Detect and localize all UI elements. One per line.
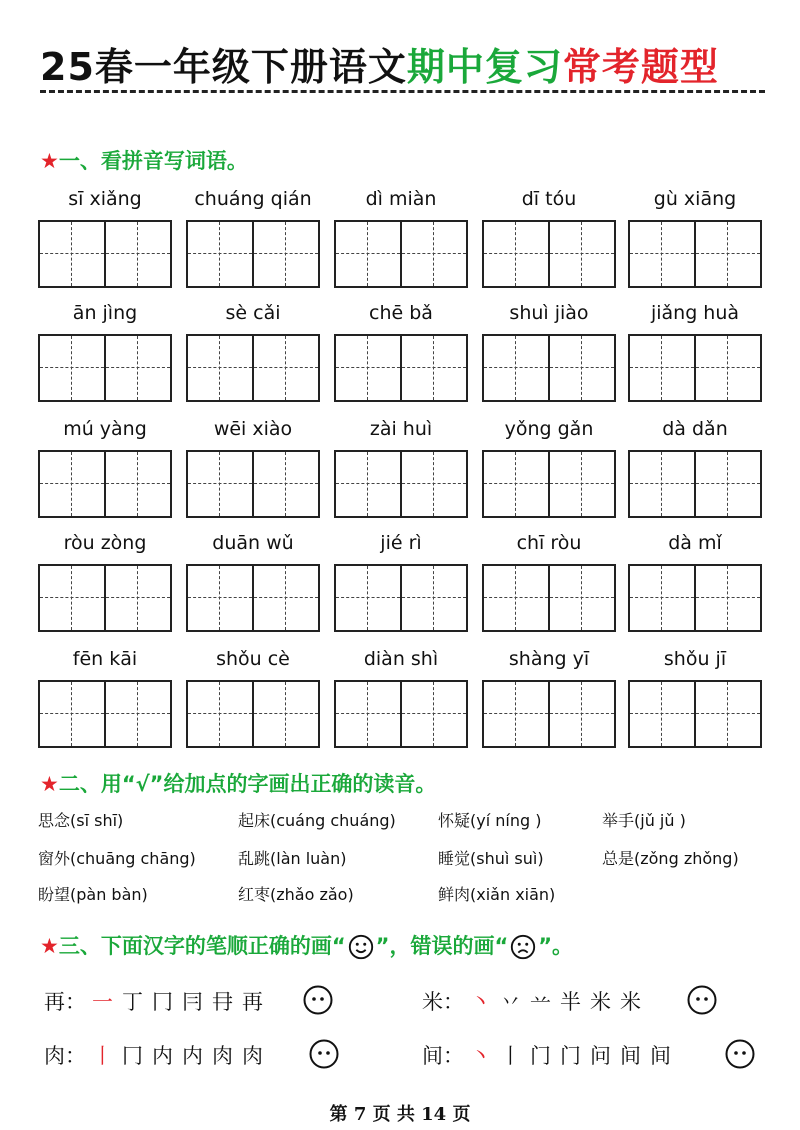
- pinyin-text: jié rì: [380, 532, 422, 554]
- pronunciation-item[interactable]: 窗外(chuāng chāng): [38, 849, 196, 868]
- pinyin-item: [482, 528, 616, 634]
- page-title: [40, 38, 765, 96]
- pinyin-item: [38, 528, 172, 634]
- stroke-step: 䒑: [530, 990, 551, 1014]
- pinyin-text: ān jìng: [72, 302, 138, 324]
- section-3-heading: [40, 930, 573, 961]
- pinyin-item: [186, 414, 320, 520]
- pinyin-text: chē bǎ: [369, 302, 433, 324]
- writing-box[interactable]: [628, 334, 762, 402]
- writing-box[interactable]: [334, 450, 468, 518]
- pinyin-text: dà mǐ: [668, 532, 722, 554]
- pinyin-item: [628, 644, 762, 750]
- smile-face-icon: [346, 933, 376, 961]
- writing-box[interactable]: [38, 564, 172, 632]
- stroke-character-label: 再：: [44, 990, 86, 1014]
- stroke-character-label: 米：: [422, 990, 464, 1014]
- writing-box[interactable]: [482, 680, 616, 748]
- pinyin-item: [38, 298, 172, 404]
- writing-box[interactable]: [38, 450, 172, 518]
- pronunciation-item[interactable]: 起床(cuáng chuáng): [238, 811, 396, 830]
- pronunciation-item[interactable]: 怀疑(yí níng ): [438, 811, 542, 830]
- pinyin-text: jiǎng huà: [650, 302, 740, 324]
- writing-box[interactable]: [334, 564, 468, 632]
- writing-box[interactable]: [186, 220, 320, 288]
- page-number: 第 7 页 共 14 页: [329, 1104, 471, 1125]
- answer-face-icon[interactable]: [308, 1038, 340, 1070]
- writing-box[interactable]: [38, 680, 172, 748]
- pinyin-text: wēi xiào: [213, 418, 293, 440]
- pinyin-text: dī tóu: [521, 188, 577, 210]
- stroke-step: 冂: [122, 1044, 143, 1068]
- stroke-step: 间: [650, 1044, 671, 1068]
- pinyin-item: [482, 184, 616, 290]
- writing-box[interactable]: [334, 220, 468, 288]
- stroke-order-row: [422, 1040, 680, 1070]
- pinyin-item: [38, 414, 172, 520]
- stroke-step: 米: [590, 990, 611, 1014]
- pinyin-item: [482, 298, 616, 404]
- pinyin-item: [334, 414, 468, 520]
- pronunciation-item[interactable]: 睡觉(shuì suì): [438, 849, 544, 868]
- stroke-step: 再: [242, 990, 263, 1014]
- section-2-heading: [40, 768, 436, 798]
- pinyin-text: sè cǎi: [225, 302, 281, 324]
- writing-box[interactable]: [628, 680, 762, 748]
- pinyin-text: gù xiāng: [653, 188, 737, 210]
- pinyin-text: ròu zòng: [63, 532, 147, 554]
- pinyin-text: shuì jiào: [509, 302, 589, 324]
- stroke-character-label: 间：: [422, 1044, 464, 1068]
- pinyin-item: [628, 184, 762, 290]
- pinyin-item: [334, 644, 468, 750]
- writing-box[interactable]: [628, 220, 762, 288]
- stroke-step: 丁: [122, 990, 143, 1014]
- stroke-step: 门: [560, 1044, 581, 1068]
- pinyin-item: [628, 414, 762, 520]
- stroke-step: 冃: [182, 990, 203, 1014]
- pinyin-item: [186, 644, 320, 750]
- writing-box[interactable]: [38, 334, 172, 402]
- stroke-step: 丨: [92, 1044, 113, 1068]
- answer-face-icon[interactable]: [686, 984, 718, 1016]
- stroke-step: 内: [182, 1044, 203, 1068]
- stroke-step: 内: [152, 1044, 173, 1068]
- pinyin-item: [334, 184, 468, 290]
- pinyin-text: duān wǔ: [212, 532, 294, 554]
- pinyin-item: [186, 528, 320, 634]
- title-part-review: 期中复习: [406, 45, 563, 89]
- stroke-step: 间: [620, 1044, 641, 1068]
- stroke-step: 冄: [212, 990, 233, 1014]
- stroke-step: 冂: [152, 990, 173, 1014]
- writing-box[interactable]: [482, 564, 616, 632]
- pinyin-item: [482, 414, 616, 520]
- pinyin-text: dà dǎn: [662, 418, 728, 440]
- stroke-step: 丶: [470, 1044, 491, 1068]
- stroke-order-row: [44, 1040, 272, 1070]
- pinyin-item: [628, 298, 762, 404]
- pinyin-item: [186, 184, 320, 290]
- writing-box[interactable]: [38, 220, 172, 288]
- pinyin-text: chī ròu: [516, 532, 582, 554]
- writing-box[interactable]: [628, 450, 762, 518]
- section-3-title-b: ”，错误的画“: [375, 934, 509, 958]
- writing-box[interactable]: [186, 564, 320, 632]
- section-3-title-c: ”。: [538, 934, 574, 958]
- star-icon: ★: [40, 772, 59, 796]
- pinyin-text: yǒng gǎn: [504, 418, 594, 440]
- star-icon: ★: [40, 149, 59, 173]
- pronunciation-item[interactable]: 总是(zǒng zhǒng): [602, 849, 739, 868]
- stroke-step: 丶: [470, 990, 491, 1014]
- stroke-step: 丷: [500, 990, 521, 1014]
- section-1-title: 一、看拼音写词语。: [58, 149, 248, 173]
- pinyin-text: shǒu jī: [663, 648, 727, 670]
- pronunciation-item[interactable]: 举手(jǔ jǔ ): [602, 811, 686, 830]
- section-2-title: 二、用“√”给加点的字画出正确的读音。: [58, 772, 437, 796]
- stroke-character-label: 肉：: [44, 1044, 86, 1068]
- pinyin-text: dì miàn: [365, 188, 437, 210]
- pinyin-item: [38, 644, 172, 750]
- pronunciation-item[interactable]: 鲜肉(xiǎn xiān): [438, 885, 556, 904]
- stroke-step: 半: [560, 990, 581, 1014]
- pinyin-item: [334, 298, 468, 404]
- pinyin-item: [334, 528, 468, 634]
- pronunciation-item[interactable]: 盼望(pàn bàn): [38, 885, 148, 904]
- pinyin-text: fēn kāi: [72, 648, 138, 670]
- stroke-step: 肉: [242, 1044, 263, 1068]
- stroke-step: 丨: [500, 1044, 521, 1068]
- writing-box[interactable]: [186, 450, 320, 518]
- section-1-heading: [40, 145, 248, 175]
- title-part-questions: 常考题型: [562, 45, 719, 89]
- pinyin-text: zài huì: [369, 418, 433, 440]
- pinyin-text: diàn shì: [363, 648, 439, 670]
- writing-box[interactable]: [334, 334, 468, 402]
- pinyin-text: sī xiǎng: [68, 188, 142, 210]
- pinyin-text: shǒu cè: [216, 648, 290, 670]
- pinyin-item: [628, 528, 762, 634]
- star-icon: ★: [40, 934, 59, 958]
- stroke-step: 肉: [212, 1044, 233, 1068]
- stroke-step: 一: [92, 990, 113, 1014]
- writing-box[interactable]: [186, 334, 320, 402]
- pronunciation-item[interactable]: 红枣(zhǎo zǎo): [238, 885, 354, 904]
- pinyin-item: [38, 184, 172, 290]
- writing-box[interactable]: [482, 450, 616, 518]
- stroke-step: 问: [590, 1044, 611, 1068]
- title-dashed-underline: [40, 90, 765, 93]
- stroke-step: 门: [530, 1044, 551, 1068]
- section-3-title-a: 三、下面汉字的笔顺正确的画“: [58, 934, 346, 958]
- writing-box[interactable]: [482, 220, 616, 288]
- pronunciation-item[interactable]: 思念(sī shī): [38, 811, 124, 830]
- pinyin-text: chuáng qián: [194, 188, 312, 210]
- pronunciation-item[interactable]: 乱跳(làn luàn): [238, 849, 347, 868]
- writing-box[interactable]: [482, 334, 616, 402]
- answer-face-icon[interactable]: [724, 1038, 756, 1070]
- writing-box[interactable]: [334, 680, 468, 748]
- writing-box[interactable]: [628, 564, 762, 632]
- stroke-step: 米: [620, 990, 641, 1014]
- pinyin-item: [186, 298, 320, 404]
- stroke-order-row: [44, 986, 272, 1016]
- pinyin-text: shàng yī: [508, 648, 590, 670]
- answer-face-icon[interactable]: [302, 984, 334, 1016]
- title-part-grade: 25春一年级下册语文: [40, 45, 407, 89]
- pinyin-item: [482, 644, 616, 750]
- stroke-order-row: [422, 986, 650, 1016]
- writing-box[interactable]: [186, 680, 320, 748]
- sad-face-icon: [508, 933, 538, 961]
- pinyin-text: mú yàng: [63, 418, 147, 440]
